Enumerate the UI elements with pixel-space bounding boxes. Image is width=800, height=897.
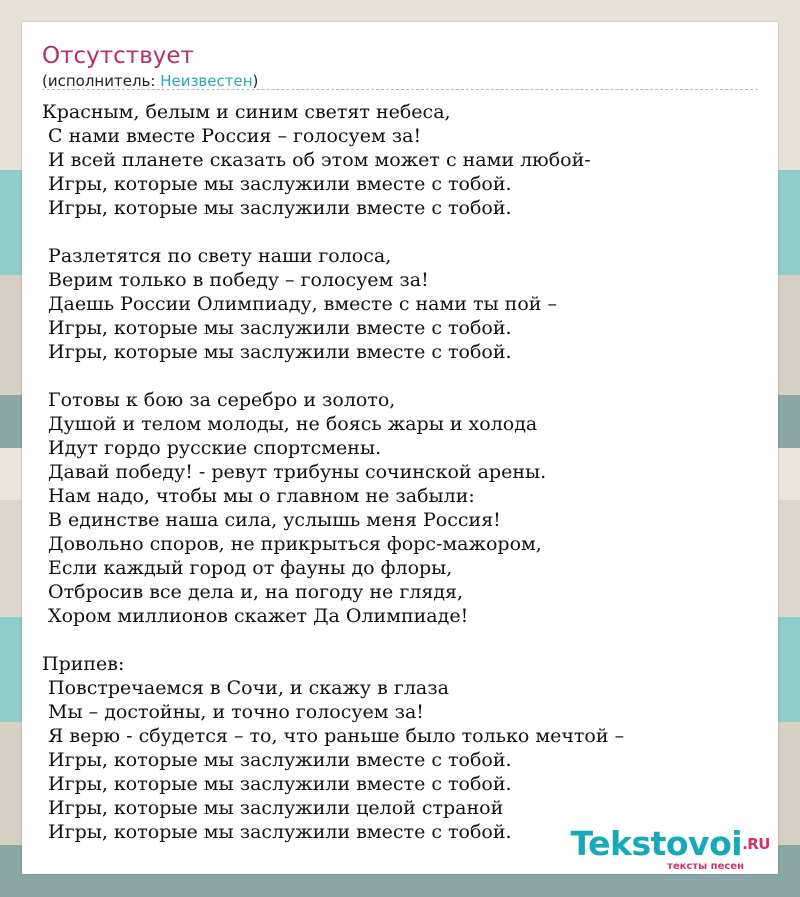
lyric-line: Игры, которые мы заслужили вместе с тобой. (42, 173, 512, 195)
lyric-line: Игры, которые мы заслужили вместе с тобой. (42, 773, 512, 795)
performer-link[interactable]: Неизвестен (160, 72, 253, 90)
logo-tagline: тексты песен (667, 861, 744, 872)
performer-prefix: (исполнитель: (42, 72, 161, 90)
lyric-line: Припев: (42, 653, 125, 675)
performer-suffix: ) (252, 72, 259, 90)
lyrics-card (22, 22, 778, 874)
lyric-line: И всей планете сказать об этом может с нами любой- (42, 149, 591, 171)
stanza-gap (42, 220, 758, 244)
lyric-line: Хором миллионов скажет Да Олимпиаде! (42, 605, 469, 627)
lyric-line: Готовы к бою за серебро и золото, (42, 389, 396, 411)
lyric-line: В единстве наша сила, услышь меня Россия! (42, 509, 501, 531)
lyric-line: Игры, которые мы заслужили вместе с тобой. (42, 341, 512, 363)
lyric-line: Разлетятся по свету наши голоса, (42, 245, 392, 267)
lyric-line: Душой и телом молоды, не боясь жары и холода (42, 413, 538, 435)
lyric-line: Даешь России Олимпиаду, вместе с нами ты пой – (42, 293, 557, 315)
lyric-line: Верим только в победу – голосуем за! (42, 269, 429, 291)
title-divider (42, 89, 758, 90)
lyrics-text (42, 100, 758, 844)
logo-name: Tekstovoi (570, 824, 743, 863)
site-logo[interactable] (570, 824, 770, 872)
song-title: Отсутствует (42, 43, 194, 69)
lyric-line: Повстречаемся в Сочи, и скажу в глаза (42, 677, 449, 699)
lyric-line: Нам надо, чтобы мы о главном не забыли: (42, 485, 475, 507)
lyric-line: Игры, которые мы заслужили вместе с тобой. (42, 317, 512, 339)
lyric-line: Идут гордо русские спортсмены. (42, 437, 382, 459)
lyric-line: Игры, которые мы заслужили вместе с тобой. (42, 197, 512, 219)
stanza-gap (42, 628, 758, 652)
lyric-line: Игры, которые мы заслужили вместе с тобой. (42, 821, 512, 843)
performer-line (42, 71, 258, 91)
lyric-line: Если каждый город от фауны до флоры, (42, 557, 453, 579)
lyric-line: С нами вместе Россия – голосуем за! (42, 125, 422, 147)
lyric-line: Отбросив все дела и, на погоду не глядя, (42, 581, 464, 603)
stanza-gap (42, 364, 758, 388)
lyric-line: Красным, белым и синим светят небеса, (42, 101, 451, 123)
lyric-line: Мы – достойны, и точно голосуем за! (42, 701, 424, 723)
lyric-line: Я верю - сбудется – то, что раньше было только мечтой – (42, 725, 625, 747)
lyric-line: Довольно споров, не прикрыться форс-мажором, (42, 533, 542, 555)
logo-tld: .RU (742, 835, 770, 853)
lyric-line: Игры, которые мы заслужили целой страной (42, 797, 504, 819)
lyric-line: Давай победу! - ревут трибуны сочинской арены. (42, 461, 547, 483)
lyric-line: Игры, которые мы заслужили вместе с тобой. (42, 749, 512, 771)
